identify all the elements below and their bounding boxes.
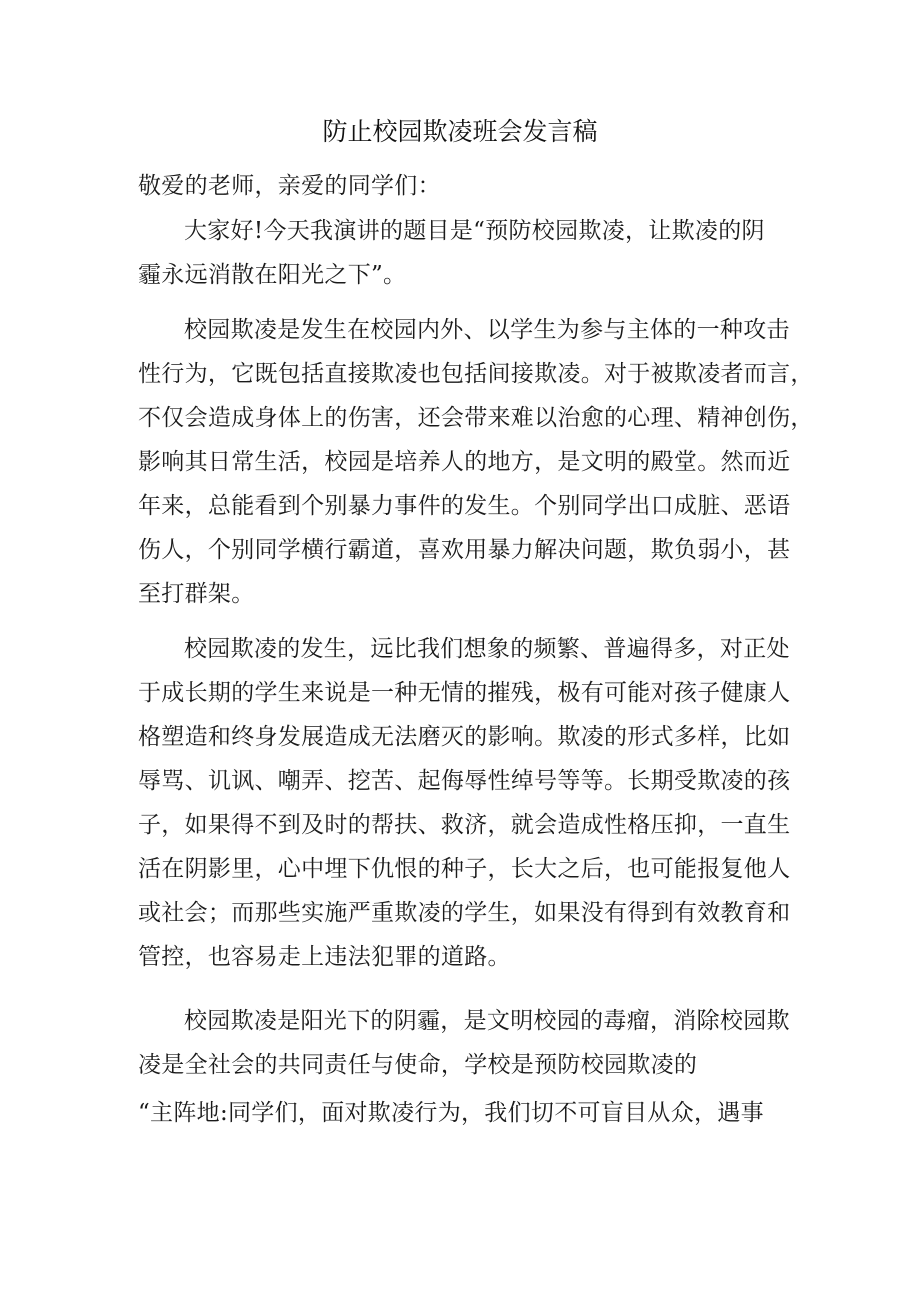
paragraph-3-line-5: 子，如果得不到及时的帮扶、救济，就会造成性格压抑，一直生: [138, 812, 791, 838]
paragraph-2-line-4: 影响其日常生活，校园是培养人的地方，是文明的殿堂。然而近: [138, 449, 791, 475]
paragraph-4-line-2: 凌是全社会的共同责任与使命，学校是预防校园欺凌的: [138, 1052, 698, 1078]
paragraph-3-line-2: 于成长期的学生来说是一种无情的摧残，极有可能对孩子健康人: [138, 680, 791, 706]
paragraph-3-line-1: 校园欺凌的发生，远比我们想象的频繁、普遍得多，对正处: [184, 636, 790, 662]
paragraph-3-line-6: 活在阴影里，心中埋下仇恨的种子，长大之后，也可能报复他人: [138, 856, 791, 882]
paragraph-2-line-6: 伤人，个别同学横行霸道，喜欢用暴力解决问题，欺负弱小，甚: [138, 537, 791, 563]
paragraph-1-line-2: 霾永远消散在阳光之下”。: [138, 262, 407, 288]
paragraph-3-line-3: 格塑造和终身发展造成无法磨灭的影响。欺凌的形式多样，比如: [138, 724, 791, 750]
paragraph-2-line-1: 校园欺凌是发生在校园内外、以学生为参与主体的一种攻击: [184, 317, 790, 343]
paragraph-2-line-5: 年来，总能看到个别暴力事件的发生。个别同学出口成脏、恶语: [138, 493, 791, 519]
paragraph-4-line-3: “主阵地:同学们，面对欺凌行为，我们切不可盲目从众，遇事: [138, 1100, 764, 1126]
paragraph-3-line-4: 辱骂、讥讽、嘲弄、挖苦、起侮辱性绰号等等。长期受欺凌的孩: [138, 768, 791, 794]
paragraph-2-line-7: 至打群架。: [138, 581, 255, 607]
paragraph-2-line-3: 不仅会造成身体上的伤害，还会带来难以治愈的心理、精神创伤，: [138, 405, 814, 431]
paragraph-3-line-8: 管控，也容易走上违法犯罪的道路。: [138, 944, 511, 970]
salutation: 敬爱的老师，亲爱的同学们：: [138, 173, 441, 199]
paragraph-4-line-1: 校园欺凌是阳光下的阴霾，是文明校园的毒瘤，消除校园欺: [184, 1008, 790, 1034]
paragraph-1-line-1: 大家好!今天我演讲的题目是“预防校园欺凌，让欺凌的阴: [184, 218, 765, 244]
document-title: 防止校园欺凌班会发言稿: [322, 117, 598, 146]
paragraph-2-line-2: 性行为，它既包括直接欺凌也包括间接欺凌。对于被欺凌者而言，: [138, 361, 814, 387]
paragraph-3-line-7: 或社会；而那些实施严重欺凌的学生，如果没有得到有效教育和: [138, 900, 791, 926]
